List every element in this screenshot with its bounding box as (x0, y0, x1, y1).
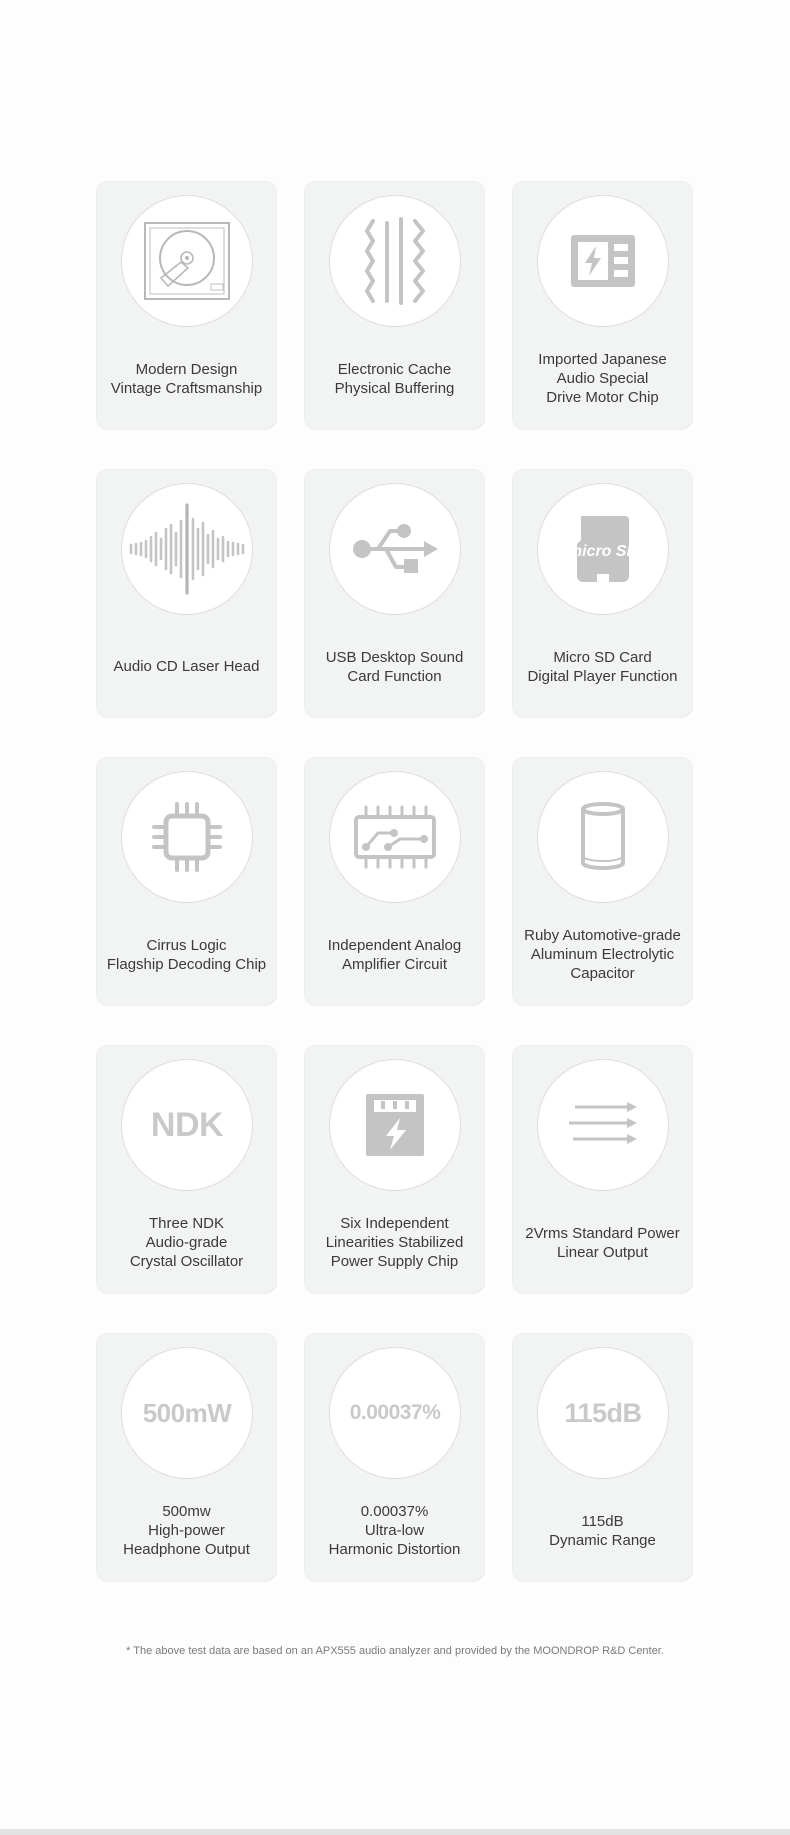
feature-label: 115dB Dynamic Range (549, 1512, 656, 1549)
page-bottom-bar (0, 1829, 790, 1835)
feature-card-dynamic-range (512, 1333, 693, 1582)
output-arrows-icon (537, 1059, 669, 1191)
capacitor-icon (537, 771, 669, 903)
feature-label: Imported Japanese Audio Special Drive Motor Chip (538, 351, 667, 406)
feature-label: Ruby Automotive-grade Aluminum Electrolytic Capacitor (524, 927, 681, 982)
circuit-board-icon (329, 771, 461, 903)
feature-card-harmonic-distortion (304, 1333, 485, 1582)
feature-card-headphone-output (96, 1333, 277, 1582)
feature-label: 0.00037% Ultra-low Harmonic Distortion (328, 1503, 461, 1558)
dynamic-range-value-icon: 115dB (537, 1347, 669, 1479)
test-data-footnote: * The above test data are based on an APX555 audio analyzer and provided by the MOONDROP R&D Center. (126, 1645, 664, 1657)
feature-label: Audio CD Laser Head (113, 658, 260, 675)
usb-icon (329, 483, 461, 615)
feature-card-capacitor (512, 757, 693, 1006)
feature-label: Cirrus Logic Flagship Decoding Chip (106, 936, 267, 973)
micro-sd-icon (537, 483, 669, 615)
processor-chip-icon (121, 771, 253, 903)
power-value-icon: 500mW (121, 1347, 253, 1479)
feature-card-linear-output (512, 1045, 693, 1294)
feature-label: Three NDK Audio-grade Crystal Oscillator (129, 1215, 244, 1270)
feature-label: Micro SD Card Digital Player Function (527, 648, 678, 685)
feature-card-laser-head (96, 469, 277, 718)
feature-card-power-supply (304, 1045, 485, 1294)
feature-label: 500mw High-power Headphone Output (123, 1503, 250, 1558)
feature-label: Modern Design Vintage Craftsmanship (110, 360, 263, 397)
feature-card-electronic-cache (304, 181, 485, 430)
power-chip-icon (329, 1059, 461, 1191)
sound-wave-icon (121, 483, 253, 615)
feature-grid (96, 181, 694, 1582)
ndk-icon: NDK (121, 1059, 253, 1191)
feature-card-cirrus-logic (96, 757, 277, 1006)
feature-card-motor-chip (512, 181, 693, 430)
motor-chip-icon (537, 195, 669, 327)
feature-label: USB Desktop Sound Card Function (325, 648, 464, 685)
feature-label: 2Vrms Standard Power Linear Output (525, 1224, 680, 1261)
feature-card-micro-sd (512, 469, 693, 718)
cd-drive-icon (121, 195, 253, 327)
feature-label: Six Independent Linearities Stabilized Power Supply Chip (325, 1215, 464, 1270)
distortion-value-icon: 0.00037% (329, 1347, 461, 1479)
feature-label: Electronic Cache Physical Buffering (334, 360, 455, 397)
feature-card-analog-amplifier (304, 757, 485, 1006)
feature-card-modern-design (96, 181, 277, 430)
cache-buffer-icon (329, 195, 461, 327)
feature-card-ndk (96, 1045, 277, 1294)
feature-label: Independent Analog Amplifier Circuit (327, 936, 462, 973)
svg-text:micro SD: micro SD (567, 543, 639, 560)
feature-card-usb (304, 469, 485, 718)
